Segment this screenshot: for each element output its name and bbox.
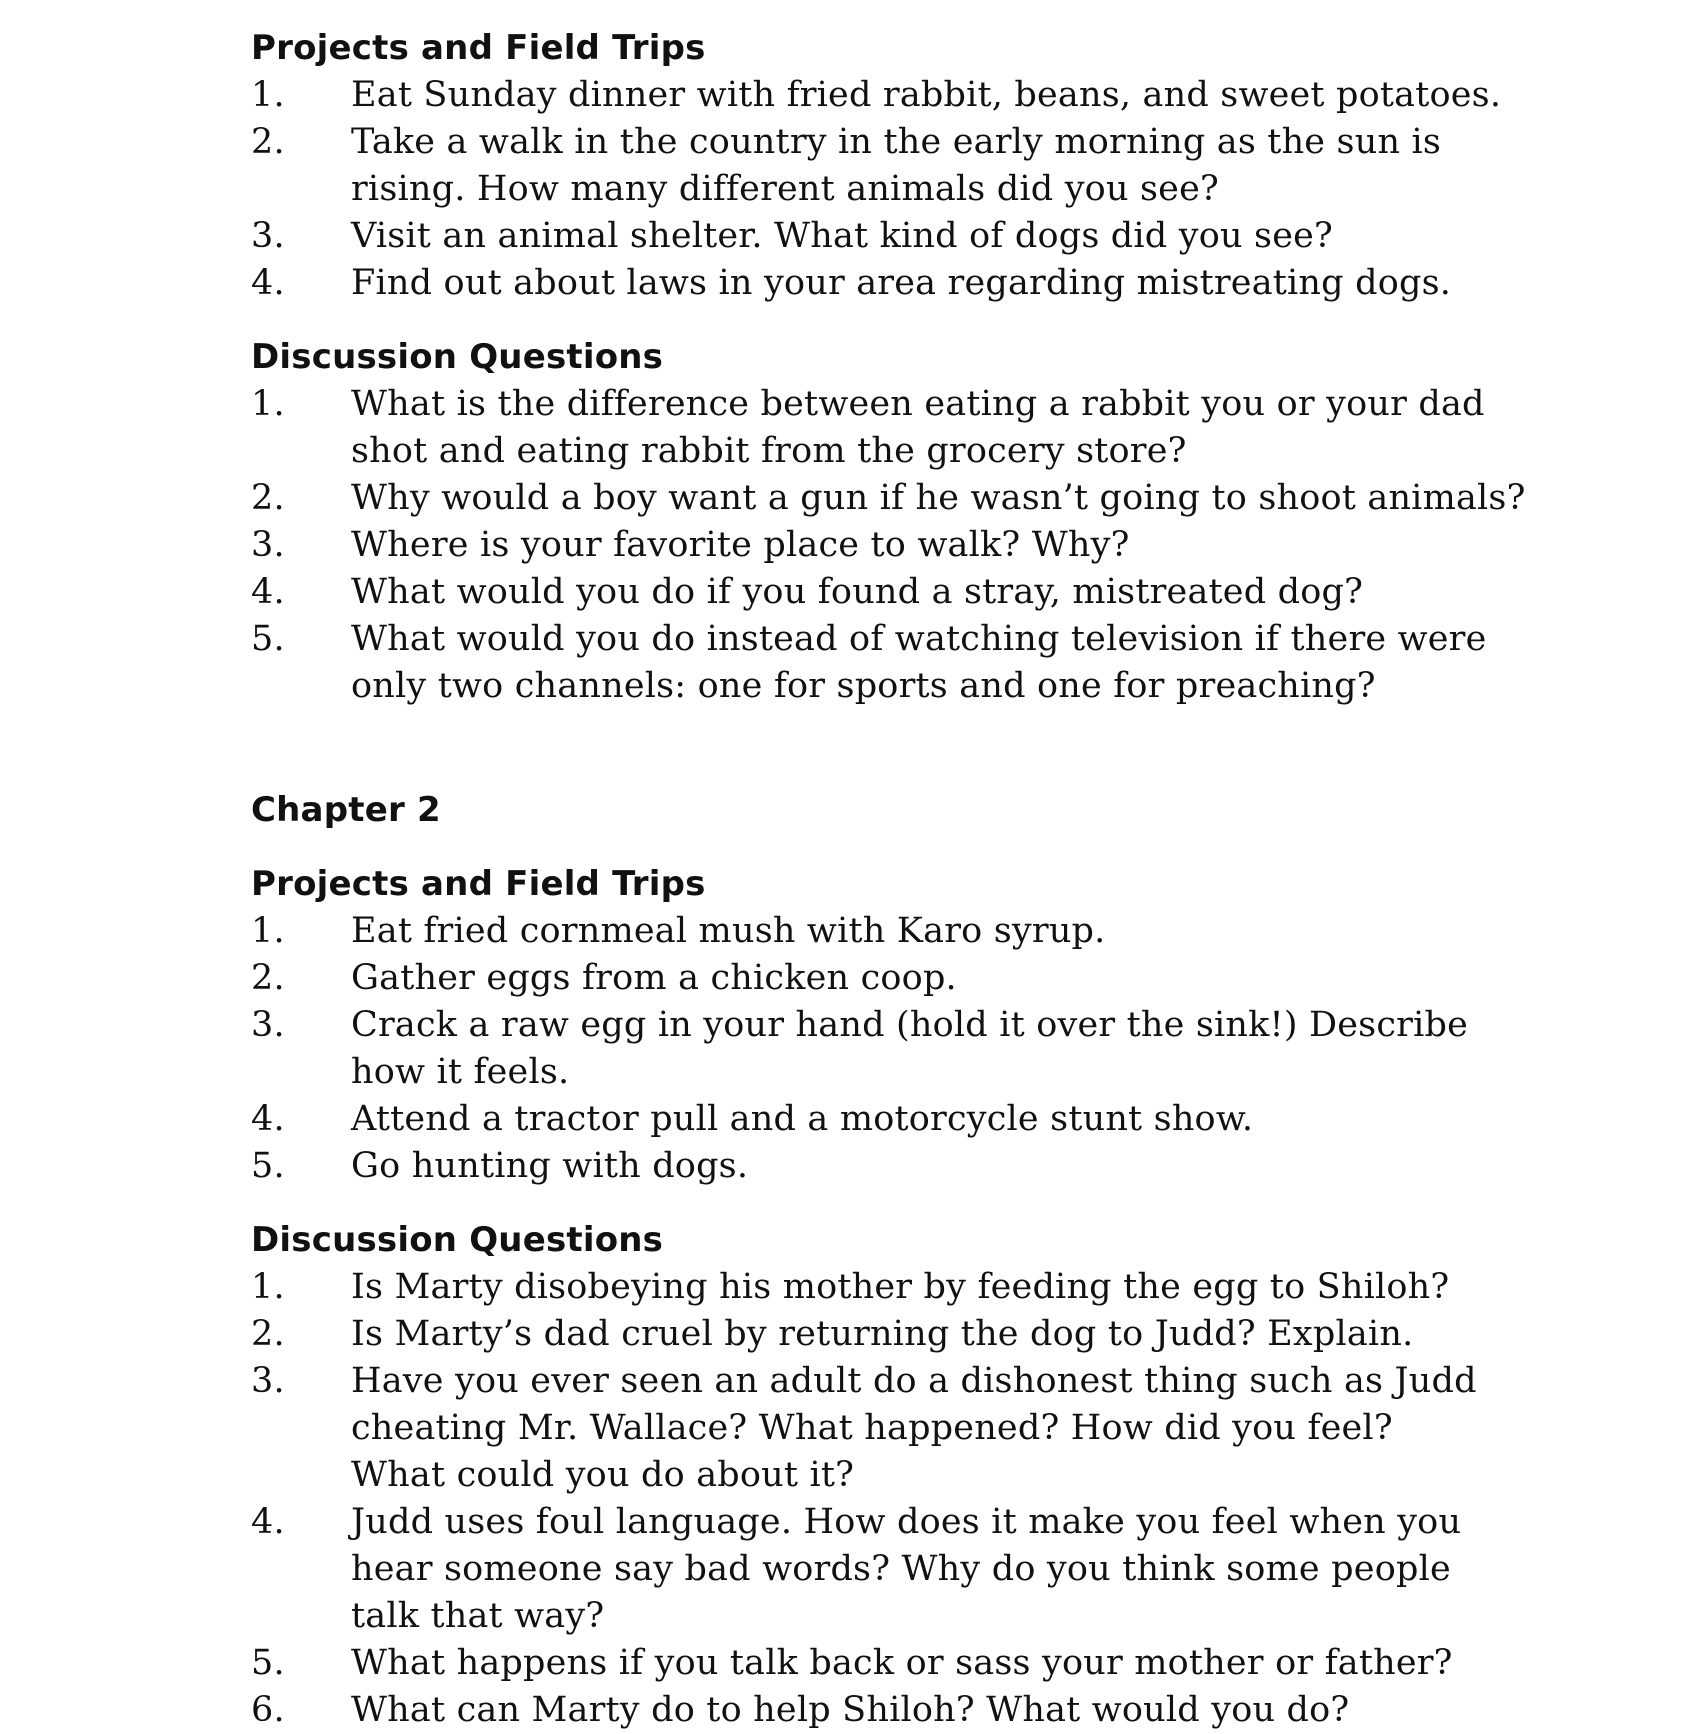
list-item — [251, 1640, 1581, 1687]
list-item — [251, 72, 1581, 119]
chapter2-projects-list — [251, 908, 1581, 1190]
item-number: 3. — [251, 216, 285, 256]
chapter2-discussion-list — [251, 1264, 1581, 1734]
item-text: What happens if you talk back or sass your mother or father? — [351, 1643, 1453, 1683]
discussion-list — [251, 381, 1581, 710]
list-item — [251, 119, 1581, 213]
item-text: Is Marty disobeying his mother by feeding the egg to Shiloh? — [351, 1267, 1450, 1307]
item-number: 5. — [251, 1146, 285, 1186]
item-number: 4. — [251, 572, 285, 612]
item-text: What would you do instead of watching television if there were only two channels: one for sports and one for preaching? — [351, 619, 1487, 706]
item-number: 2. — [251, 1314, 285, 1354]
item-text: Have you ever seen an adult do a dishonest thing such as Judd cheating Mr. Wallace? What happened? How did you feel? What could you do about it? — [351, 1361, 1477, 1495]
item-text: Judd uses foul language. How does it make you feel when you hear someone say bad words? Why do you think some people talk that way? — [351, 1502, 1462, 1636]
projects-heading: Projects and Field Trips — [251, 28, 706, 68]
item-number: 2. — [251, 958, 285, 998]
item-text: Where is your favorite place to walk? Why? — [351, 525, 1130, 565]
item-text: Gather eggs from a chicken coop. — [351, 958, 957, 998]
item-text: Eat fried cornmeal mush with Karo syrup. — [351, 911, 1106, 951]
item-text: Eat Sunday dinner with fried rabbit, beans, and sweet potatoes. — [351, 75, 1502, 115]
item-text: What is the difference between eating a rabbit you or your dad shot and eating rabbit from the grocery store? — [351, 384, 1485, 471]
item-text: Why would a boy want a gun if he wasn’t going to shoot animals? — [351, 478, 1526, 518]
item-number: 5. — [251, 1643, 285, 1683]
item-number: 2. — [251, 478, 285, 518]
item-text: Is Marty’s dad cruel by returning the dog to Judd? Explain. — [351, 1314, 1414, 1354]
list-item — [251, 260, 1581, 307]
chapter2-discussion-heading: Discussion Questions — [251, 1220, 664, 1260]
item-number: 3. — [251, 1361, 285, 1401]
list-item — [251, 213, 1581, 260]
list-item — [251, 381, 1581, 475]
list-item — [251, 1311, 1581, 1358]
list-item — [251, 1143, 1581, 1190]
list-item — [251, 908, 1581, 955]
item-text: Visit an animal shelter. What kind of dogs did you see? — [351, 216, 1333, 256]
list-item — [251, 1096, 1581, 1143]
list-item — [251, 569, 1581, 616]
item-text: What would you do if you found a stray, mistreated dog? — [351, 572, 1364, 612]
list-item — [251, 1002, 1581, 1096]
item-number: 4. — [251, 1099, 285, 1139]
item-text: Go hunting with dogs. — [351, 1146, 749, 1186]
item-number: 4. — [251, 263, 285, 303]
page-content — [251, 24, 1581, 1734]
discussion-heading: Discussion Questions — [251, 337, 664, 377]
item-number: 1. — [251, 911, 285, 951]
item-number: 1. — [251, 1267, 285, 1307]
item-number: 1. — [251, 75, 285, 115]
chapter-title: Chapter 2 — [251, 790, 441, 830]
item-number: 1. — [251, 384, 285, 424]
item-text: Find out about laws in your area regarding mistreating dogs. — [351, 263, 1452, 303]
list-item — [251, 616, 1581, 710]
item-number: 2. — [251, 122, 285, 162]
item-number: 6. — [251, 1690, 285, 1730]
list-item — [251, 1358, 1581, 1499]
chapter2-projects-heading: Projects and Field Trips — [251, 864, 706, 904]
item-text: Crack a raw egg in your hand (hold it over the sink!) Describe how it feels. — [351, 1005, 1468, 1092]
list-item — [251, 475, 1581, 522]
projects-list — [251, 72, 1581, 307]
list-item — [251, 1264, 1581, 1311]
item-text: What can Marty do to help Shiloh? What would you do? — [351, 1690, 1350, 1730]
item-number: 3. — [251, 525, 285, 565]
list-item — [251, 522, 1581, 569]
item-text: Attend a tractor pull and a motorcycle stunt show. — [351, 1099, 1254, 1139]
item-number: 4. — [251, 1502, 285, 1542]
list-item — [251, 1687, 1581, 1734]
item-number: 3. — [251, 1005, 285, 1045]
list-item — [251, 955, 1581, 1002]
item-text: Take a walk in the country in the early morning as the sun is rising. How many different animals did you see? — [351, 122, 1442, 209]
list-item — [251, 1499, 1581, 1640]
item-number: 5. — [251, 619, 285, 659]
